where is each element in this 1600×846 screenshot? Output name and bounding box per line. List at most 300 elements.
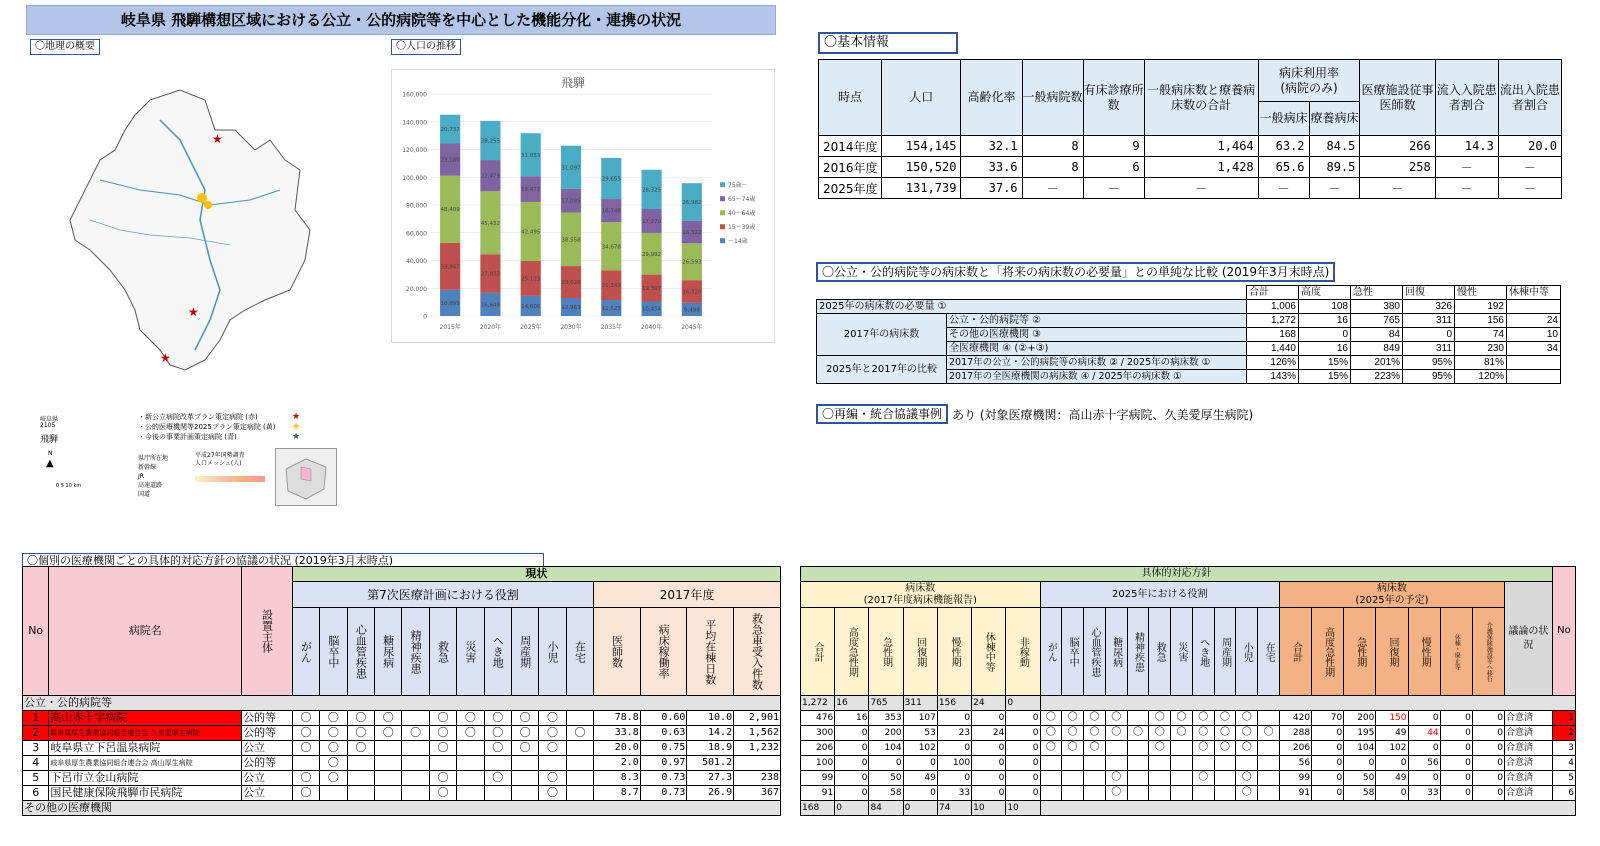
cmp-cell bbox=[1507, 356, 1561, 370]
cmp-cell: 108 bbox=[1299, 300, 1351, 314]
cmp-col-header: 高度 bbox=[1299, 286, 1351, 300]
cmp-row-label: 2025年の病床数の必要量 ① bbox=[817, 300, 1247, 314]
basic-cell: 8 bbox=[1022, 157, 1083, 178]
beds2025-col-text: 介護保険施設等へ移行 bbox=[1485, 621, 1493, 682]
beds2017-cell: 53 bbox=[903, 726, 937, 741]
group-total-cell: 16 bbox=[835, 696, 869, 711]
group-row-public bbox=[23, 696, 781, 711]
population-section-label: 〇人口の推移 bbox=[391, 39, 461, 55]
role-cell bbox=[1127, 756, 1149, 771]
group-filler bbox=[1040, 801, 1575, 816]
beds2017-cell: 0 bbox=[972, 711, 1006, 726]
chart-data-label: 33,847 bbox=[440, 264, 460, 271]
chart-legend-swatch bbox=[720, 182, 725, 187]
hospital-no: 2 bbox=[23, 726, 49, 741]
stat-cell: 0.73 bbox=[640, 771, 687, 786]
north-label: N bbox=[48, 450, 53, 457]
header-total-beds: 一般病床数と療養病床数の合計 bbox=[1144, 60, 1258, 136]
header-general-hospitals: 一般病院数 bbox=[1022, 60, 1083, 136]
stat-cell: 27.3 bbox=[687, 771, 734, 786]
cmp-cell: 0 bbox=[1403, 328, 1455, 342]
chart-data-label: 45,432 bbox=[480, 220, 501, 227]
role-header bbox=[566, 608, 593, 696]
beds2017-cell: 107 bbox=[903, 711, 937, 726]
role-header bbox=[320, 608, 347, 696]
role-cell: 〇 bbox=[1040, 741, 1062, 756]
stat-cell: 18.9 bbox=[687, 741, 734, 756]
role-cell: 〇 bbox=[539, 786, 566, 801]
basic-cell: 2014年度 bbox=[819, 136, 882, 157]
role-cell: 〇 bbox=[1105, 726, 1127, 741]
role2025-header: 2025年における役割 bbox=[1040, 582, 1279, 608]
group-filler bbox=[1040, 696, 1575, 711]
chart-data-label: 21,349 bbox=[601, 283, 621, 290]
role2025-col-text: 糖尿病 bbox=[1110, 636, 1122, 667]
beds2025-cell: 58 bbox=[1344, 786, 1376, 801]
basic-cell: 65.6 bbox=[1258, 157, 1309, 178]
role-cell: 〇 bbox=[1062, 741, 1084, 756]
role-header bbox=[484, 608, 511, 696]
hospital-no: 4 bbox=[23, 756, 49, 771]
role2025-col bbox=[1214, 608, 1236, 696]
beds2025-cell: 0 bbox=[1376, 756, 1408, 771]
role-cell bbox=[1171, 786, 1193, 801]
role-header-text: 精神疾患 bbox=[409, 629, 423, 674]
stat-header-text: 医師数 bbox=[610, 635, 624, 668]
beds2025-cell: 0 bbox=[1344, 756, 1376, 771]
discussion-status: 合意済 bbox=[1504, 726, 1552, 741]
region-map bbox=[30, 60, 340, 390]
beds2025-cell: 0 bbox=[1472, 711, 1504, 726]
role2025-col-text: 脳卒中 bbox=[1067, 636, 1079, 667]
hospital-status-body bbox=[23, 567, 781, 816]
right-header-row-3 bbox=[801, 608, 1576, 696]
role-cell bbox=[484, 786, 511, 801]
role-cell bbox=[1084, 786, 1106, 801]
role-cell bbox=[457, 741, 484, 756]
role-cell bbox=[1236, 756, 1258, 771]
beds2025-cell: 99 bbox=[1279, 771, 1311, 786]
policy-no: 3 bbox=[1552, 741, 1575, 756]
group-total-cell: 10 bbox=[1006, 801, 1040, 816]
role-cell: 〇 bbox=[1084, 711, 1106, 726]
hospital-status-table bbox=[22, 566, 781, 816]
chart-ytick: 60,000 bbox=[406, 230, 427, 238]
owner-header bbox=[242, 567, 293, 696]
chart-data-label: 28,325 bbox=[641, 187, 662, 194]
header-recuperation-bed: 療養病床 bbox=[1309, 102, 1360, 136]
hospital-row bbox=[23, 711, 781, 726]
group-total-cell: 0 bbox=[835, 801, 869, 816]
basic-cell: 258 bbox=[1360, 157, 1435, 178]
header-clinics: 有床診療所数 bbox=[1083, 60, 1144, 136]
yellow-star-icon: ★ bbox=[292, 422, 301, 432]
role-cell: 〇 bbox=[539, 726, 566, 741]
role-cell: 〇 bbox=[1192, 771, 1214, 786]
beds2017-cell: 0 bbox=[903, 786, 937, 801]
hospital-marker-red-3: ★ bbox=[160, 351, 171, 365]
policy-no: 5 bbox=[1552, 771, 1575, 786]
header-general-bed: 一般病床 bbox=[1258, 102, 1309, 136]
chart-xtick: 2045年 bbox=[681, 324, 703, 331]
role-cell bbox=[566, 741, 593, 756]
role-cell bbox=[1127, 741, 1149, 756]
header-aging-rate: 高齢化率 bbox=[961, 60, 1022, 136]
stat-cell: 26.9 bbox=[687, 786, 734, 801]
role-cell: 〇 bbox=[1149, 711, 1171, 726]
inset-map-svg bbox=[276, 449, 336, 505]
population-chart-svg bbox=[392, 70, 774, 342]
beds2025-cell: 206 bbox=[1279, 741, 1311, 756]
role-cell: 〇 bbox=[511, 726, 538, 741]
chart-legend-label: 65〜74歳 bbox=[728, 196, 756, 204]
role-header-text: 在宅 bbox=[573, 640, 587, 663]
chart-data-label: 16,649 bbox=[480, 302, 501, 309]
beds2025-cell: 49 bbox=[1376, 726, 1408, 741]
basic-cell: 266 bbox=[1360, 136, 1435, 157]
beds2025-col bbox=[1344, 608, 1376, 696]
role-cell: 〇 bbox=[1105, 711, 1127, 726]
role-cell bbox=[1105, 741, 1127, 756]
beds2017-cell: 0 bbox=[835, 756, 869, 771]
role-cell: 〇 bbox=[484, 711, 511, 726]
policy-body bbox=[801, 567, 1576, 816]
cmp-cell: 849 bbox=[1351, 342, 1403, 356]
beds2017-col-text: 非稼動 bbox=[1017, 636, 1029, 667]
cmp-cell: 168 bbox=[1247, 328, 1299, 342]
cmp-cell: 311 bbox=[1403, 342, 1455, 356]
chart-data-label: 31,097 bbox=[561, 165, 581, 172]
basic-cell: 32.1 bbox=[961, 136, 1022, 157]
legend-line-red: ・新公立病院改革プラン策定病院 (赤) bbox=[138, 413, 258, 421]
role-cell: 〇 bbox=[1127, 726, 1149, 741]
chart-ytick: 80,000 bbox=[406, 202, 427, 210]
cmp-cell bbox=[1507, 370, 1561, 384]
beds2025-cell: 0 bbox=[1312, 726, 1344, 741]
group-label: 公立・公的病院等 bbox=[23, 696, 781, 711]
role-cell: 〇 bbox=[1040, 726, 1062, 741]
hospital-name: 岐阜県厚生農業協同組合連合会 高山厚生病院 bbox=[49, 756, 242, 771]
role-cell: 〇 bbox=[1192, 711, 1214, 726]
role-cell: 〇 bbox=[292, 771, 319, 786]
beds2025-col bbox=[1408, 608, 1440, 696]
beds2025-cell: 33 bbox=[1408, 786, 1440, 801]
stat-cell: 33.8 bbox=[594, 726, 641, 741]
scale-bar: 0 5 10 km bbox=[56, 483, 82, 489]
hospital-owner: 公的等 bbox=[242, 711, 293, 726]
beds2017-cell: 33 bbox=[937, 786, 971, 801]
group-label: その他の医療機関 bbox=[23, 801, 781, 816]
beds2025-col bbox=[1376, 608, 1408, 696]
role-cell: 〇 bbox=[1062, 711, 1084, 726]
header-doctors: 医療施設従事医師数 bbox=[1360, 60, 1435, 136]
role-cell: 〇 bbox=[1084, 741, 1106, 756]
role-cell: 〇 bbox=[1192, 741, 1214, 756]
chart-data-label: 31,053 bbox=[521, 152, 541, 159]
policy-row bbox=[801, 726, 1576, 741]
cmp-corner bbox=[817, 286, 1247, 300]
basic-cell: 63.2 bbox=[1258, 136, 1309, 157]
cmp-cell: 1,272 bbox=[1247, 314, 1299, 328]
chart-legend-label: 〜14歳 bbox=[728, 238, 748, 246]
role-cell bbox=[1214, 786, 1236, 801]
cmp-cell: 765 bbox=[1351, 314, 1403, 328]
role-header-text: 小児 bbox=[546, 640, 560, 663]
basic-row bbox=[819, 136, 1562, 157]
beds2025-cell: 0 bbox=[1472, 726, 1504, 741]
comparison-table bbox=[816, 285, 1561, 384]
beds2017-cell: 24 bbox=[972, 726, 1006, 741]
chart-data-label: 26,593 bbox=[682, 259, 702, 266]
beds2017-cell: 100 bbox=[937, 756, 971, 771]
beds2025-cell: 0 bbox=[1440, 711, 1472, 726]
comparison-body bbox=[817, 286, 1561, 384]
stat-cell: 0.73 bbox=[640, 786, 687, 801]
policy-row bbox=[801, 756, 1576, 771]
role2025-col bbox=[1062, 608, 1084, 696]
role-cell: 〇 bbox=[1214, 741, 1236, 756]
marker-legend bbox=[138, 412, 276, 442]
chart-legend-swatch bbox=[720, 224, 725, 229]
beds2025-cell: 0 bbox=[1312, 771, 1344, 786]
beds2017-cell: 0 bbox=[1006, 756, 1040, 771]
beds2025-cell: 44 bbox=[1408, 726, 1440, 741]
role-header bbox=[539, 608, 566, 696]
role-cell: 〇 bbox=[292, 741, 319, 756]
chart-data-label: 10,454 bbox=[641, 306, 662, 313]
role-cell bbox=[1171, 756, 1193, 771]
stat-cell: 238 bbox=[734, 771, 781, 786]
chart-legend-label: 75歳〜 bbox=[728, 182, 748, 190]
role-cell: 〇 bbox=[1149, 726, 1171, 741]
role-cell bbox=[457, 771, 484, 786]
role-cell bbox=[1192, 756, 1214, 771]
hospital-marker-yellow-2 bbox=[204, 201, 212, 209]
cmp-cell: 16 bbox=[1299, 342, 1351, 356]
beds2017-col bbox=[801, 608, 835, 696]
role2025-col bbox=[1171, 608, 1193, 696]
beds2017-col bbox=[972, 608, 1006, 696]
pref-code: 2105 bbox=[40, 422, 56, 429]
beds2017-cell: 0 bbox=[1006, 786, 1040, 801]
beds2025-cell: 104 bbox=[1344, 741, 1376, 756]
beds2025-col bbox=[1472, 608, 1504, 696]
red-star-icon: ★ bbox=[292, 412, 301, 422]
stat-header bbox=[640, 608, 687, 696]
cmp-cell: 120% bbox=[1455, 370, 1507, 384]
role-cell: 〇 bbox=[539, 711, 566, 726]
stat-cell: 2.0 bbox=[594, 756, 641, 771]
role-cell: 〇 bbox=[1105, 786, 1127, 801]
role-cell bbox=[1040, 756, 1062, 771]
role-cell bbox=[1258, 786, 1280, 801]
hospital-name: 下呂市立金山病院 bbox=[49, 771, 242, 786]
beds2017-cell: 91 bbox=[801, 786, 835, 801]
chart-data-label: 29,992 bbox=[641, 251, 662, 258]
role2025-col-text: 災害 bbox=[1176, 641, 1187, 662]
beds2025-col-text: 高度急性期 bbox=[1322, 626, 1334, 677]
plan-header: 第7次医療計画における役割 bbox=[292, 582, 593, 608]
role-cell: 〇 bbox=[457, 726, 484, 741]
beds2017-cell: 353 bbox=[869, 711, 903, 726]
beds2017-cell: 100 bbox=[801, 756, 835, 771]
region-name: 飛騨 bbox=[40, 435, 59, 445]
cmp-row-ratio bbox=[817, 356, 1561, 370]
beds2017-col bbox=[1006, 608, 1040, 696]
beds2025-cell: 0 bbox=[1376, 786, 1408, 801]
beds2017-cell: 200 bbox=[869, 726, 903, 741]
chart-data-label: 14,600 bbox=[521, 303, 541, 310]
beds2025-cell: 288 bbox=[1279, 726, 1311, 741]
chart-data-label: 17,270 bbox=[641, 218, 662, 225]
stat-cell: 0.97 bbox=[640, 756, 687, 771]
legend-national-road: 国道 bbox=[138, 491, 151, 498]
beds2017-cell: 0 bbox=[1006, 726, 1040, 741]
role-cell: 〇 bbox=[1214, 726, 1236, 741]
status-header: 現状 bbox=[292, 567, 780, 582]
role-cell bbox=[292, 756, 319, 771]
basic-info-body bbox=[819, 136, 1562, 199]
reorg-section-label: 〇再編・統合協議事例 bbox=[816, 404, 948, 424]
role-cell: 〇 bbox=[429, 771, 456, 786]
page-title: 岐阜県 飛騨構想区域における公立・公的病院等を中心とした機能分化・連携の状況 bbox=[26, 5, 776, 35]
role-cell: 〇 bbox=[539, 741, 566, 756]
role-cell bbox=[1062, 771, 1084, 786]
basic-cell: 84.5 bbox=[1309, 136, 1360, 157]
policy-row bbox=[801, 786, 1576, 801]
role-header-text: へき地 bbox=[491, 635, 505, 668]
beds2025-cell: 0 bbox=[1440, 786, 1472, 801]
cmp-cell: 192 bbox=[1455, 300, 1507, 314]
role-cell bbox=[402, 711, 429, 726]
beds2017-col-text: 合計 bbox=[812, 641, 824, 662]
role-cell: 〇 bbox=[347, 711, 374, 726]
group-total-cell: 0 bbox=[1006, 696, 1040, 711]
chart-xtick: 2020年 bbox=[479, 324, 502, 331]
role2025-col-text: 精神疾患 bbox=[1132, 631, 1144, 672]
cmp-col-header: 急性 bbox=[1351, 286, 1403, 300]
role-cell: 〇 bbox=[1236, 786, 1258, 801]
role-cell bbox=[1040, 786, 1062, 801]
chart-ytick: 40,000 bbox=[406, 258, 427, 265]
role2025-col-text: 周産期 bbox=[1219, 636, 1231, 667]
cmp-cell: 230 bbox=[1455, 342, 1507, 356]
chart-data-label: 27,833 bbox=[480, 271, 501, 278]
chart-data-label: 9,498 bbox=[683, 307, 700, 314]
role-cell: 〇 bbox=[429, 726, 456, 741]
role-cell bbox=[1062, 756, 1084, 771]
role-cell bbox=[402, 771, 429, 786]
role-cell: 〇 bbox=[429, 711, 456, 726]
cmp-row-label: 2017年の公立・公的病院等の病床数 ② / 2025年の病床数 ① bbox=[947, 356, 1247, 370]
beds2025-cell: 0 bbox=[1440, 771, 1472, 786]
map-legend bbox=[40, 410, 350, 510]
basic-row bbox=[819, 178, 1562, 199]
role-cell bbox=[402, 756, 429, 771]
chart-xtick: 2035年 bbox=[600, 324, 622, 331]
role-cell: 〇 bbox=[429, 741, 456, 756]
beds2025-cell: 420 bbox=[1279, 711, 1311, 726]
cmp-col-header: 合計 bbox=[1247, 286, 1299, 300]
stat-cell: 2,901 bbox=[734, 711, 781, 726]
beds2017-cell: 0 bbox=[1006, 741, 1040, 756]
beds2017-cell: 0 bbox=[835, 786, 869, 801]
role2025-col bbox=[1258, 608, 1280, 696]
geo-section-label: 〇地理の概要 bbox=[30, 39, 100, 55]
role-cell bbox=[1214, 756, 1236, 771]
beds2017-col bbox=[937, 608, 971, 696]
chart-data-label: 20,737 bbox=[440, 127, 460, 134]
cmp-cell: 34 bbox=[1507, 342, 1561, 356]
cmp-cell: 201% bbox=[1351, 356, 1403, 370]
role-cell bbox=[1214, 771, 1236, 786]
role-header-text: 心血管疾患 bbox=[354, 624, 368, 679]
chart-data-label: 42,495 bbox=[521, 229, 541, 236]
hospital-owner: 公立 bbox=[242, 786, 293, 801]
basic-cell: 131,739 bbox=[882, 178, 961, 199]
stat-header-text: 救急車受入件数 bbox=[750, 613, 764, 690]
chart-data-label: 38,558 bbox=[561, 237, 581, 244]
role-cell: 〇 bbox=[320, 756, 347, 771]
chart-data-label: 11,523 bbox=[601, 306, 621, 313]
hospital-owner: 公立 bbox=[242, 741, 293, 756]
hospital-row bbox=[23, 786, 781, 801]
chart-data-label: 23,180 bbox=[440, 157, 460, 164]
beds2017-cell: 0 bbox=[972, 786, 1006, 801]
beds2017-col-text: 慢性期 bbox=[948, 636, 960, 667]
beds2017-cell: 0 bbox=[1006, 711, 1040, 726]
beds2025-cell: 91 bbox=[1279, 786, 1311, 801]
basic-cell: 2025年度 bbox=[819, 178, 882, 199]
chart-legend-swatch bbox=[720, 238, 725, 243]
chart-legend-swatch bbox=[720, 210, 725, 215]
individual-section-label: 〇個別の医療機関ごとの具体的対応方針の協議の状況 (2019年3月末時点) bbox=[22, 553, 544, 569]
policy-no: 2 bbox=[1552, 726, 1575, 741]
blue-star-icon: ★ bbox=[292, 432, 301, 442]
chart-ytick: 120,000 bbox=[402, 147, 427, 154]
cmp-cell: 10 bbox=[1507, 328, 1561, 342]
beds2017-header: 病床数 (2017年度病床機能報告) bbox=[801, 582, 1041, 608]
group-row-other bbox=[23, 801, 781, 816]
chart-legend-swatch bbox=[720, 196, 725, 201]
cmp-cell: 84 bbox=[1351, 328, 1403, 342]
role-header-text: 脳卒中 bbox=[326, 635, 340, 668]
cmp-cell: 95% bbox=[1403, 370, 1455, 384]
cmp-cell: 156 bbox=[1455, 314, 1507, 328]
chart-data-label: 16,748 bbox=[601, 208, 621, 215]
basic-cell: － bbox=[1083, 178, 1144, 199]
beds2017-cell: 0 bbox=[972, 741, 1006, 756]
right-header-row-2 bbox=[801, 582, 1576, 608]
basic-section-label: 〇基本情報 bbox=[818, 32, 958, 54]
role-header bbox=[375, 608, 402, 696]
role-cell: 〇 bbox=[320, 741, 347, 756]
beds2025-cell: 49 bbox=[1376, 771, 1408, 786]
role-header-text: 周産期 bbox=[518, 635, 532, 668]
role-cell: 〇 bbox=[320, 711, 347, 726]
beds2017-col-text: 休棟中等 bbox=[983, 631, 995, 672]
basic-cell: 2016年度 bbox=[819, 157, 882, 178]
policy-row bbox=[801, 771, 1576, 786]
role-header bbox=[457, 608, 484, 696]
chart-data-label: 12,963 bbox=[561, 305, 581, 312]
beds2017-cell: 0 bbox=[835, 726, 869, 741]
basic-cell: 150,520 bbox=[882, 157, 961, 178]
group-total-cell: 84 bbox=[869, 801, 903, 816]
beds2017-cell: 0 bbox=[869, 756, 903, 771]
role-cell: 〇 bbox=[484, 771, 511, 786]
role-cell bbox=[566, 771, 593, 786]
